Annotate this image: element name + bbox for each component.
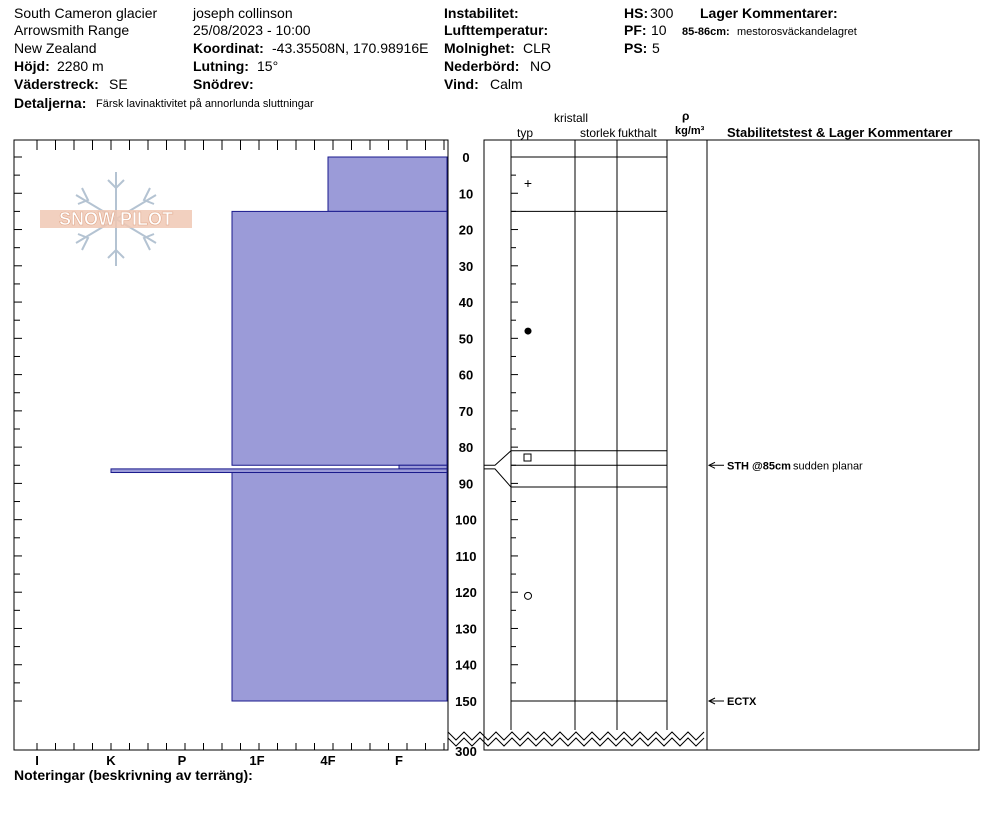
depth-tick-label: 140 [455,657,477,673]
grain-symbol-plus: + [523,175,533,192]
aspect: SE [109,76,128,92]
cloud: CLR [523,40,552,56]
depth-tick-label: 80 [458,440,474,456]
rho-header: ρ [682,109,690,123]
layer-comment-depth: 85-86cm: [682,26,730,38]
hardness-tick-label: P [177,753,187,768]
layer-connector-line [484,451,511,466]
scale-break-zigzag-2 [448,738,704,746]
precip-label: Nederbörd: [444,58,520,74]
air-temp-label: Lufttemperatur: [444,22,549,38]
hardness-tick-label: 4F [320,753,336,768]
depth-tick-label: 70 [458,403,474,419]
depth-tick-label: 150 [455,694,477,709]
depth-tick-label: 40 [458,295,474,311]
instability-label: Instabilitet: [444,5,519,21]
cloud-label: Molnighet: [444,40,515,56]
density-unit: kg/m³ [675,125,705,137]
precip: NO [530,58,551,74]
stability-test-label: STH @85cm [727,460,791,473]
stability-test-label: ECTX [727,696,757,708]
country: New Zealand [14,40,97,56]
hardness-layer-bar [232,473,447,701]
logo-text: SNOW PILOT [59,209,173,229]
hardness-layer-bar [232,211,447,465]
tests-header: Stabilitetstest & Lager Kommentarer [727,125,953,140]
stability-test-comment: sudden planar [793,460,863,473]
location: South Cameron glacier [14,5,158,21]
datetime: 25/08/2023 - 10:00 [193,22,311,38]
depth-tick-label: 60 [458,367,474,383]
scale-break-zigzag [448,732,704,740]
slope: 15° [257,58,279,74]
wind-label: Vind: [444,76,479,92]
pf-label: PF: [624,22,647,38]
grain-symbol-circle [525,592,532,599]
moisture-header: fukthalt [618,126,657,140]
elevation-label: Höjd: [14,58,50,74]
hardness-layer-bar [111,469,447,473]
slope-label: Lutning: [193,58,249,74]
grain-symbol-square [524,454,531,461]
crystal-header: kristall [554,111,589,125]
depth-tick-label: 100 [455,512,477,528]
depth-tick-label: 90 [458,476,474,492]
hardness-layer-bar [328,157,447,211]
coord: -43.35508N, 170.98916E [272,40,429,56]
hardness-tick-label: I [35,753,39,768]
pf: 10 [651,22,667,38]
type-header: typ [517,126,534,140]
depth-tick-label: 20 [458,222,474,238]
coord-label: Koordinat: [193,40,264,56]
details: Färsk lavinaktivitet på annorlunda sluttningar [96,98,314,110]
layer-connector-line [484,469,511,487]
hardness-tick-label: F [395,753,403,768]
notes-label: Noteringar (beskrivning av terräng): [14,767,253,783]
ps: 5 [652,40,660,56]
depth-tick-label: 30 [458,258,474,274]
depth-bottom-label: 300 [455,744,477,759]
depth-tick-label: 50 [458,331,474,347]
grain-column-dividers [511,140,707,750]
hardness-layer-bar [399,465,447,469]
depth-tick-label: 0 [462,150,470,165]
depth-tick-label: 130 [455,621,477,637]
layer-comments-label: Lager Kommentarer: [700,5,838,21]
layer-comment-text: mestorosväckandelagret [737,26,857,38]
grain-symbol-dot [525,328,532,335]
elevation: 2280 m [57,58,104,74]
depth-tick-label: 120 [455,585,477,601]
hardness-tick-label: 1F [249,753,265,768]
hardness-tick-label: K [106,753,116,768]
observer: joseph collinson [193,5,293,21]
aspect-label: Väderstreck: [14,76,99,92]
details-label: Detaljerna: [14,95,87,111]
wind: Calm [490,76,523,92]
hs-label: HS: [624,5,649,21]
range: Arrowsmith Range [14,22,130,38]
size-header: storlek [580,126,616,140]
grain-panel [484,140,979,750]
snowdrift-label: Snödrev: [193,76,254,92]
depth-tick-label: 10 [458,186,474,202]
depth-tick-label: 110 [455,548,477,564]
hs: 300 [650,5,674,21]
ps-label: PS: [624,40,648,56]
